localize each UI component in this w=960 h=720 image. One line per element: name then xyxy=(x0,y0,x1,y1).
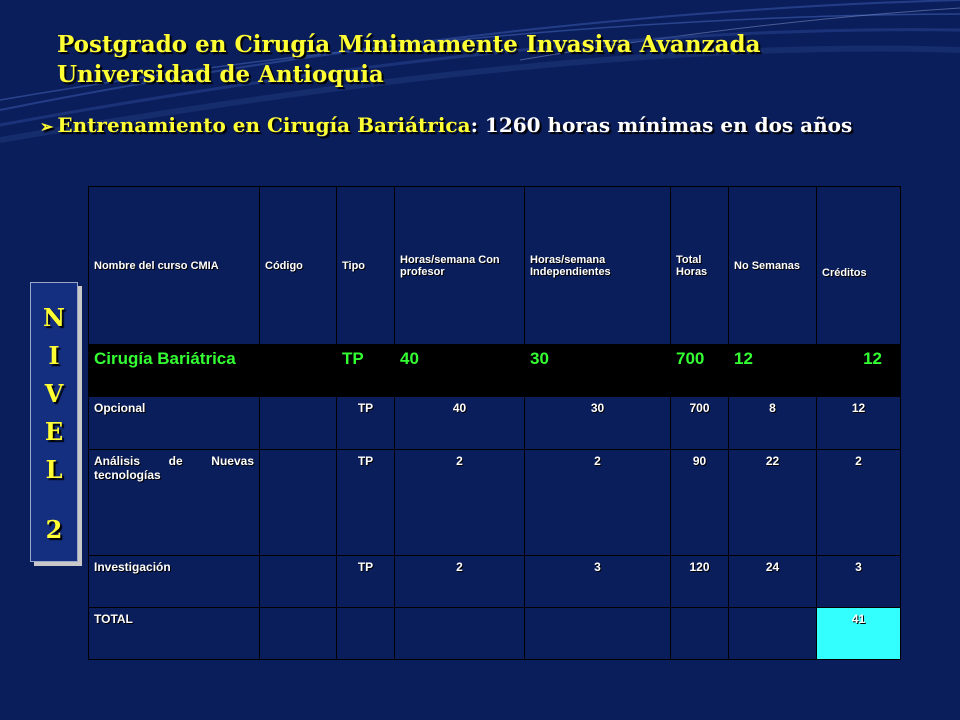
table-row-highlight xyxy=(89,345,901,397)
table-cell xyxy=(260,607,337,659)
table-row xyxy=(89,555,901,607)
nivel-letter: I xyxy=(48,341,60,370)
table-cell: 2 xyxy=(395,449,525,555)
table-cell: 40 xyxy=(395,397,525,449)
slide-subtitle xyxy=(40,113,852,137)
table-cell: 90 xyxy=(671,449,729,555)
title-line-2: Universidad de Antioquia xyxy=(57,61,384,88)
table-cell: TP xyxy=(337,345,395,397)
title-line-1: Postgrado en Cirugía Mínimamente Invasiva Avanzada xyxy=(57,31,761,58)
table-cell: 700 xyxy=(671,345,729,397)
table-cell xyxy=(337,607,395,659)
table-row xyxy=(89,397,901,449)
table-cell: TP xyxy=(337,449,395,555)
table-cell xyxy=(260,397,337,449)
table-cell: TP xyxy=(337,397,395,449)
slide-title xyxy=(57,30,761,90)
table-header-row xyxy=(89,187,901,345)
table-cell xyxy=(525,607,671,659)
table-cell xyxy=(260,345,337,397)
table-cell: 12 xyxy=(817,397,901,449)
table-cell: Investigación xyxy=(89,555,260,607)
table-cell: 30 xyxy=(525,345,671,397)
header-horas-profesor: Horas/semana Con profesor xyxy=(395,187,525,345)
course-table xyxy=(88,186,901,660)
table-cell: 12 xyxy=(729,345,817,397)
nivel-number: 2 xyxy=(45,515,63,544)
table-cell: 2 xyxy=(817,449,901,555)
arrow-bullet-icon: ➢ xyxy=(40,117,54,136)
table-cell: 12 xyxy=(817,345,901,397)
header-total-horas: Total Horas xyxy=(671,187,729,345)
table-cell: 2 xyxy=(525,449,671,555)
nivel-letter: L xyxy=(45,455,63,484)
table-cell: 24 xyxy=(729,555,817,607)
subtitle-highlight: Entrenamiento en Cirugía Bariátrica xyxy=(57,113,471,137)
table-cell: 40 xyxy=(395,345,525,397)
table-total-row xyxy=(89,607,901,659)
nivel-letter: E xyxy=(44,417,64,446)
table-cell: Cirugía Bariátrica xyxy=(89,345,260,397)
nivel-badge xyxy=(30,282,78,562)
table-cell xyxy=(260,555,337,607)
table-row xyxy=(89,449,901,555)
table-cell: Análisis de Nuevas tecnologías xyxy=(89,449,260,555)
table-cell: Opcional xyxy=(89,397,260,449)
table-cell xyxy=(671,607,729,659)
header-nombre: Nombre del curso CMIA xyxy=(89,187,260,345)
table-cell: 3 xyxy=(817,555,901,607)
table-cell: 22 xyxy=(729,449,817,555)
table-cell: 8 xyxy=(729,397,817,449)
table-cell xyxy=(729,607,817,659)
table-cell: TP xyxy=(337,555,395,607)
table-cell: 2 xyxy=(395,555,525,607)
subtitle-rest: : 1260 horas mínimas en dos años xyxy=(470,113,853,137)
header-tipo: Tipo xyxy=(337,187,395,345)
nivel-letter: V xyxy=(44,379,64,408)
nivel-letter: N xyxy=(43,303,65,332)
header-no-semanas: No Semanas xyxy=(729,187,817,345)
table-cell xyxy=(395,607,525,659)
table-cell: TOTAL xyxy=(89,607,260,659)
total-credits-cell: 41 xyxy=(817,607,901,659)
header-horas-independientes: Horas/semana Independientes xyxy=(525,187,671,345)
table-cell: 700 xyxy=(671,397,729,449)
table-cell: 3 xyxy=(525,555,671,607)
table-cell xyxy=(260,449,337,555)
header-codigo: Código xyxy=(260,187,337,345)
header-creditos: Créditos xyxy=(817,187,901,345)
table-cell: 30 xyxy=(525,397,671,449)
table-cell: 120 xyxy=(671,555,729,607)
